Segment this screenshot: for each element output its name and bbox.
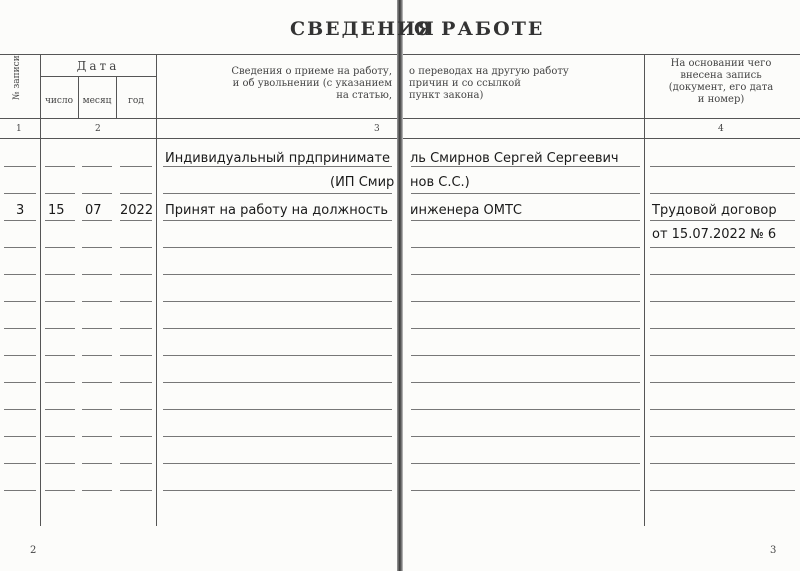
ruled-line	[411, 220, 640, 221]
ruled-line	[4, 166, 36, 167]
ruled-line	[45, 220, 75, 221]
ruled-line	[45, 274, 75, 275]
title-right: О РАБОТЕ	[414, 18, 545, 40]
ruled-line	[411, 301, 640, 302]
ruled-line	[45, 247, 75, 248]
hire-text-left: Принят на работу на должность	[165, 203, 389, 218]
col-border-date	[156, 54, 157, 526]
ruled-line	[411, 409, 640, 410]
ruled-line	[45, 355, 75, 356]
ruled-line	[120, 274, 152, 275]
ruled-line	[163, 409, 392, 410]
ruled-line	[650, 220, 795, 221]
ruled-line	[650, 409, 795, 410]
ruled-line	[163, 382, 392, 383]
page-number-left: 2	[30, 545, 37, 556]
ruled-line	[163, 328, 392, 329]
ruled-line	[82, 220, 112, 221]
column-number-3: 3	[374, 124, 380, 134]
ruled-line	[120, 328, 152, 329]
ruled-line	[411, 463, 640, 464]
ruled-line	[120, 436, 152, 437]
ruled-line	[120, 409, 152, 410]
ruled-line	[411, 274, 640, 275]
ruled-line	[4, 436, 36, 437]
ruled-line	[650, 247, 795, 248]
ruled-line	[4, 328, 36, 329]
date-subheader-line	[40, 76, 156, 77]
ruled-line	[45, 436, 75, 437]
ruled-line	[650, 301, 795, 302]
ruled-line	[82, 436, 112, 437]
colnum-divider-left	[0, 138, 397, 139]
column-number-2: 2	[95, 124, 101, 134]
record-number: 3	[16, 203, 25, 218]
header-year: год	[128, 96, 144, 106]
record-day: 15	[48, 203, 65, 218]
ruled-line	[120, 193, 152, 194]
ruled-line	[650, 436, 795, 437]
employer-short-left: (ИП Смир	[330, 175, 395, 190]
ruled-line	[82, 274, 112, 275]
ruled-line	[45, 328, 75, 329]
ruled-line	[120, 382, 152, 383]
colnum-divider-right	[403, 138, 800, 139]
ruled-line	[4, 193, 36, 194]
ruled-line	[82, 247, 112, 248]
ruled-line	[650, 274, 795, 275]
header-divider-right	[403, 118, 800, 119]
ruled-line	[163, 301, 392, 302]
ruled-line	[650, 193, 795, 194]
record-year: 2022	[120, 203, 154, 218]
employer-name-left: Индивидуальный прдпринимате	[165, 151, 390, 166]
ruled-line	[4, 409, 36, 410]
ruled-line	[82, 409, 112, 410]
ruled-line	[650, 166, 795, 167]
ruled-line	[4, 463, 36, 464]
ruled-line	[82, 382, 112, 383]
header-record-number: № записи	[12, 55, 22, 100]
ruled-line	[163, 274, 392, 275]
ruled-line	[650, 490, 795, 491]
ruled-line	[163, 166, 392, 167]
table-top-border-right	[403, 54, 800, 55]
ruled-line	[163, 355, 392, 356]
ruled-line	[411, 193, 640, 194]
ruled-line	[4, 274, 36, 275]
header-info-right: о переводах на другую работу причин и со ссылкой пункт закона)	[409, 66, 569, 101]
ruled-line	[82, 328, 112, 329]
ruled-line	[411, 328, 640, 329]
ruled-line	[4, 355, 36, 356]
ruled-line	[650, 463, 795, 464]
record-month: 07	[85, 203, 102, 218]
ruled-line	[82, 166, 112, 167]
ruled-line	[163, 220, 392, 221]
ruled-line	[120, 490, 152, 491]
ruled-line	[650, 328, 795, 329]
column-number-4: 4	[718, 124, 724, 134]
ruled-line	[411, 355, 640, 356]
ruled-line	[45, 382, 75, 383]
ruled-line	[120, 301, 152, 302]
header-divider-left	[0, 118, 397, 119]
header-info-left: Сведения о приеме на работу, и об увольнении (с указанием на статью,	[231, 66, 392, 101]
ruled-line	[45, 463, 75, 464]
ruled-line	[82, 301, 112, 302]
ruled-line	[411, 490, 640, 491]
ruled-line	[45, 301, 75, 302]
page-number-right: 3	[770, 545, 777, 556]
ruled-line	[163, 463, 392, 464]
ruled-line	[4, 301, 36, 302]
header-month: месяц	[82, 96, 112, 106]
ruled-line	[45, 490, 75, 491]
col-border-basis	[644, 54, 645, 526]
header-date: Дата	[76, 59, 120, 73]
ruled-line	[4, 382, 36, 383]
employer-name-right: ль Смирнов Сергей Сергеевич	[410, 151, 619, 166]
ruled-line	[650, 355, 795, 356]
ruled-line	[120, 166, 152, 167]
ruled-line	[82, 355, 112, 356]
ruled-line	[45, 166, 75, 167]
ruled-line	[82, 193, 112, 194]
ruled-line	[120, 247, 152, 248]
ruled-line	[45, 193, 75, 194]
ruled-line	[4, 247, 36, 248]
ruled-line	[120, 463, 152, 464]
ruled-line	[163, 193, 392, 194]
book-spine	[397, 0, 403, 571]
basis-line-1: Трудовой договор	[652, 203, 777, 218]
ruled-line	[4, 220, 36, 221]
ruled-line	[163, 247, 392, 248]
col-border-num	[40, 54, 41, 526]
header-basis: На основании чего внесена запись (документ, его дата и номер)	[668, 58, 774, 105]
ruled-line	[411, 247, 640, 248]
title-left: СВЕДЕНИЯ	[290, 18, 436, 40]
employer-short-right: нов С.С.)	[410, 175, 470, 190]
ruled-line	[120, 220, 152, 221]
basis-line-2: от 15.07.2022 № 6	[652, 227, 777, 242]
ruled-line	[650, 382, 795, 383]
ruled-line	[45, 409, 75, 410]
hire-text-right: инженера ОМТС	[410, 203, 522, 218]
header-day: число	[44, 96, 74, 106]
ruled-line	[163, 436, 392, 437]
ruled-line	[82, 490, 112, 491]
ruled-line	[411, 166, 640, 167]
table-top-border-left	[0, 54, 397, 55]
ruled-line	[411, 436, 640, 437]
ruled-line	[411, 382, 640, 383]
ruled-line	[82, 463, 112, 464]
ruled-line	[163, 490, 392, 491]
ruled-line	[120, 355, 152, 356]
column-number-1: 1	[16, 124, 22, 134]
ruled-line	[4, 490, 36, 491]
